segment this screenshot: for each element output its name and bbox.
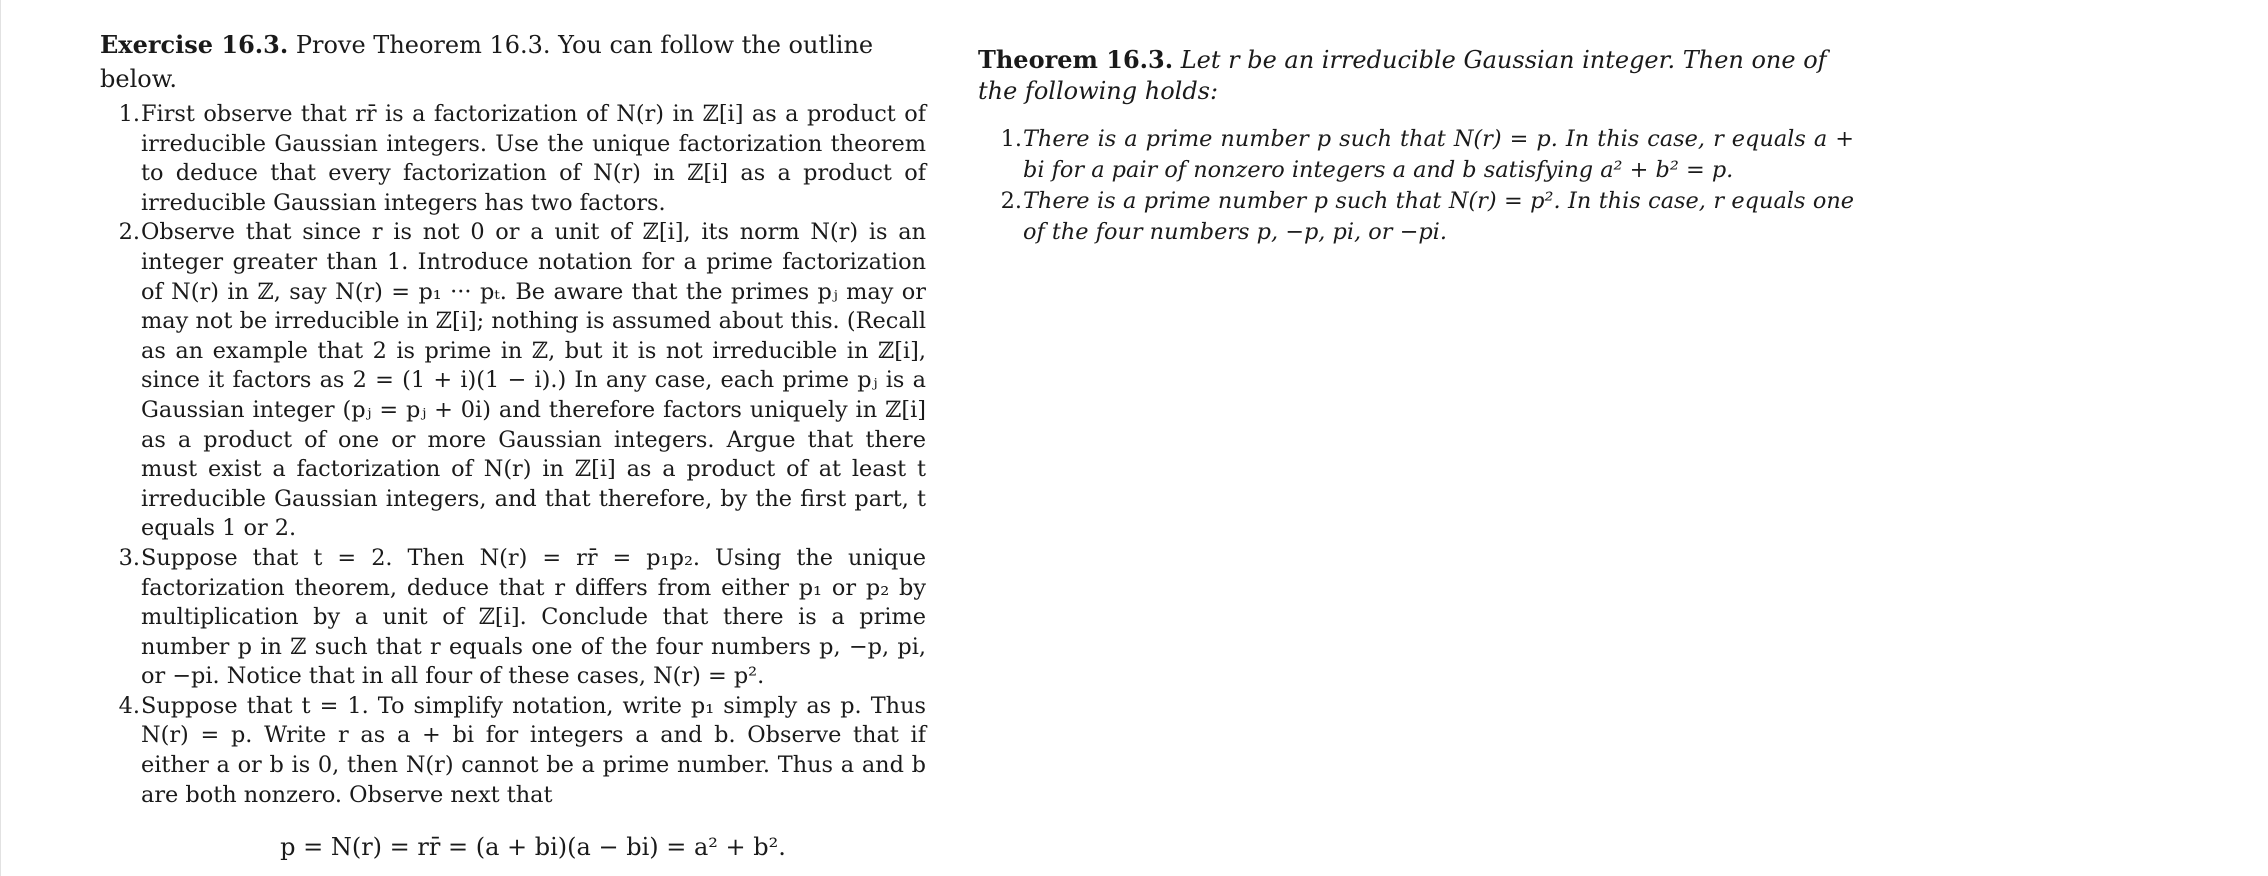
theorem-statement: Let r be an irreducible Gaussian integer. Then one of the following holds: bbox=[978, 46, 1827, 105]
theorem-label: Theorem 16.3. bbox=[978, 45, 1174, 74]
step-number: 1. bbox=[118, 101, 140, 127]
exercise-step-3 bbox=[100, 544, 926, 692]
step-text: First observe that rr̄ is a factorization of N(r) in ℤ[i] as a product of irreducible Gaussian integers. Use the unique factorization theorem to deduce that every factorization of N(r) in ℤ[i] as a product of irreducible Gaussian integers has two factors. bbox=[141, 101, 926, 216]
exercise-step-4 bbox=[100, 692, 926, 810]
case-text: There is a prime number p such that N(r) = p². In this case, r equals one of the four numbers p, −p, pi, or −pi. bbox=[1023, 188, 1854, 245]
theorem-heading bbox=[978, 44, 1854, 107]
exercise-label: Exercise 16.3. bbox=[100, 30, 289, 59]
exercise-step-2 bbox=[100, 218, 926, 544]
exercise-heading bbox=[100, 28, 926, 96]
exercise-column bbox=[100, 28, 926, 861]
step-number: 2. bbox=[118, 219, 140, 246]
case-text: There is a prime number p such that N(r) = p. In this case, r equals a + bi for a pair of nonzero integers a and b satisfying a² + b² = p. bbox=[1023, 126, 1854, 183]
case-number: 1. bbox=[1000, 126, 1022, 152]
case-number: 2. bbox=[1000, 188, 1022, 214]
page-edge bbox=[0, 0, 1, 876]
theorem-cases bbox=[978, 124, 1854, 248]
step-text: Suppose that t = 2. Then N(r) = rr̄ = p₁p₂. Using the unique factorization theorem, deduce that r differs from either p₁ or p₂ by multiplication by a unit of ℤ[i]. Conclude that there is a prime number p in ℤ such that r equals one of the four numbers p, −p, pi, or −pi. Notice that in all four of these cases, N(r) = p². bbox=[141, 544, 926, 690]
step-text: Suppose that t = 1. To simplify notation, write p₁ simply as p. Thus N(r) = p. Write r as a + bi for integers a and b. Observe that if either a or b is 0, then N(r) cannot be a prime number. Thus a and b are both nonzero. Observe next that bbox=[141, 692, 926, 808]
step-number: 4. bbox=[118, 692, 140, 719]
display-equation: p = N(r) = rr̄ = (a + bi)(a − bi) = a² + b². bbox=[280, 833, 786, 862]
exercise-step-1 bbox=[100, 100, 926, 218]
step-text: Observe that since r is not 0 or a unit of ℤ[i], its norm N(r) is an integer greater than 1. Introduce notation for a prime factorization of N(r) in ℤ, say N(r) = p₁ ··· pₜ. Be aware that the primes pⱼ may or may not be irreducible in ℤ[i]; nothing is assumed about this. (Recall as an example that 2 is prime in ℤ, but it is not irreducible in ℤ[i], since it factors as 2 = (1 + i)(1 − i).) In any case, each prime pⱼ is a Gaussian integer (pⱼ = pⱼ + 0i) and therefore factors uniquely in ℤ[i] as a product of one or more Gaussian integers. Argue that there must exist a factorization of N(r) in ℤ[i] as a product of at least t irreducible Gaussian integers, and that therefore, by the first part, t equals 1 or 2. bbox=[141, 219, 926, 542]
exercise-intro: Prove Theorem 16.3. You can follow the outline below. bbox=[100, 31, 874, 93]
theorem-case-2 bbox=[978, 186, 1854, 248]
exercise-steps bbox=[100, 100, 926, 810]
theorem-column bbox=[978, 44, 1854, 248]
step-number: 3. bbox=[118, 544, 140, 571]
theorem-case-1 bbox=[978, 124, 1854, 186]
